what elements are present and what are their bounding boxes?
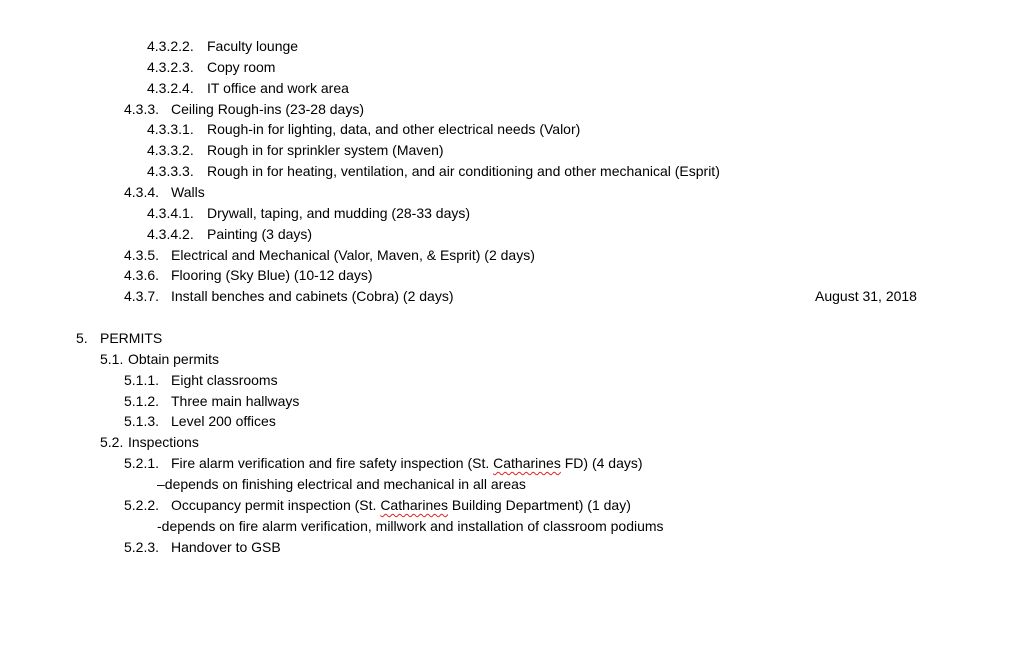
outline-item <box>124 412 276 430</box>
outline-item <box>147 141 444 159</box>
outline-item <box>147 37 298 55</box>
item-text: Obtain permits <box>128 351 220 367</box>
item-number: 4.3.2.2. <box>147 38 194 54</box>
spelling-flagged-word[interactable]: Catharines <box>493 455 561 471</box>
item-text <box>171 496 631 514</box>
item-text: PERMITS <box>100 330 163 346</box>
note-text: –depends on finishing electrical and mechanical in all areas <box>157 476 526 492</box>
item-text: Rough in for heating, ventilation, and air conditioning and other mechanical (Esprit) <box>207 163 720 179</box>
outline-item <box>124 183 205 201</box>
item-number: 5. <box>76 330 88 346</box>
item-text: Painting (3 days) <box>207 226 313 242</box>
item-text <box>171 454 643 472</box>
item-text: Level 200 offices <box>171 413 276 429</box>
dependency-note <box>157 517 664 535</box>
due-date: August 31, 2018 <box>815 288 917 304</box>
outline-item <box>124 496 631 514</box>
outline-item <box>124 100 364 118</box>
item-text: Eight classrooms <box>171 372 278 388</box>
item-number: 4.3.2.4. <box>147 80 194 96</box>
item-number: 5.2. <box>100 434 124 450</box>
outline-item <box>147 79 349 97</box>
item-text: Rough in for sprinkler system (Maven) <box>207 142 444 158</box>
item-text: Ceiling Rough-ins (23-28 days) <box>171 101 364 117</box>
item-number: 4.3.6. <box>124 267 160 283</box>
note-text: -depends on fire alarm verification, millwork and installation of classroom podiums <box>157 518 664 534</box>
item-text-part: Occupancy permit inspection (St. <box>171 497 381 513</box>
item-number: 5.1. <box>100 351 124 367</box>
item-text: Rough-in for lighting, data, and other electrical needs (Valor) <box>207 121 581 137</box>
item-text-part: Fire alarm verification and fire safety inspection (St. <box>171 455 494 471</box>
item-number: 5.2.2. <box>124 497 160 513</box>
item-text: Inspections <box>128 434 199 450</box>
item-text: Install benches and cabinets (Cobra) (2 days) <box>171 288 454 304</box>
item-number: 4.3.4.1. <box>147 205 194 221</box>
dependency-note <box>157 475 526 493</box>
item-text: Electrical and Mechanical (Valor, Maven, & Esprit) (2 days) <box>171 247 535 263</box>
outline-item <box>147 162 720 180</box>
item-number: 4.3.3.3. <box>147 163 194 179</box>
item-text-part: FD) (4 days) <box>560 455 643 471</box>
item-text: Flooring (Sky Blue) (10-12 days) <box>171 267 373 283</box>
item-text: Three main hallways <box>171 393 300 409</box>
spelling-flagged-word[interactable]: Catharines <box>380 497 449 513</box>
item-number: 4.3.4.2. <box>147 226 194 242</box>
item-number: 5.2.1. <box>124 455 160 471</box>
item-number: 4.3.3.1. <box>147 121 194 137</box>
outline-item <box>124 392 299 410</box>
outline-item <box>124 287 453 305</box>
item-number: 4.3.3.2. <box>147 142 194 158</box>
outline-item <box>100 433 199 451</box>
outline-item <box>124 371 278 389</box>
item-text-part: Building Department) (1 day) <box>448 497 631 513</box>
item-text: Drywall, taping, and mudding (28-33 days) <box>207 205 471 221</box>
section-heading <box>76 329 162 347</box>
item-number: 4.3.5. <box>124 247 160 263</box>
item-number: 4.3.3. <box>124 101 160 117</box>
item-number: 5.1.3. <box>124 413 160 429</box>
item-number: 5.1.2. <box>124 393 160 409</box>
outline-item <box>124 246 535 264</box>
item-number: 5.1.1. <box>124 372 160 388</box>
item-number: 5.2.3. <box>124 539 160 555</box>
item-text: IT office and work area <box>207 80 349 96</box>
item-text: Faculty lounge <box>207 38 299 54</box>
outline-item <box>147 204 470 222</box>
outline-item <box>124 538 281 556</box>
outline-item <box>100 350 219 368</box>
outline-item <box>124 454 643 472</box>
item-number: 4.3.7. <box>124 288 160 304</box>
item-text: Copy room <box>207 59 276 75</box>
item-number: 4.3.2.3. <box>147 59 194 75</box>
outline-item <box>147 225 312 243</box>
outline-item <box>147 58 275 76</box>
outline-item <box>124 266 373 284</box>
item-text: Walls <box>171 184 205 200</box>
item-text: Handover to GSB <box>171 539 281 555</box>
item-number: 4.3.4. <box>124 184 160 200</box>
outline-item <box>147 120 580 138</box>
